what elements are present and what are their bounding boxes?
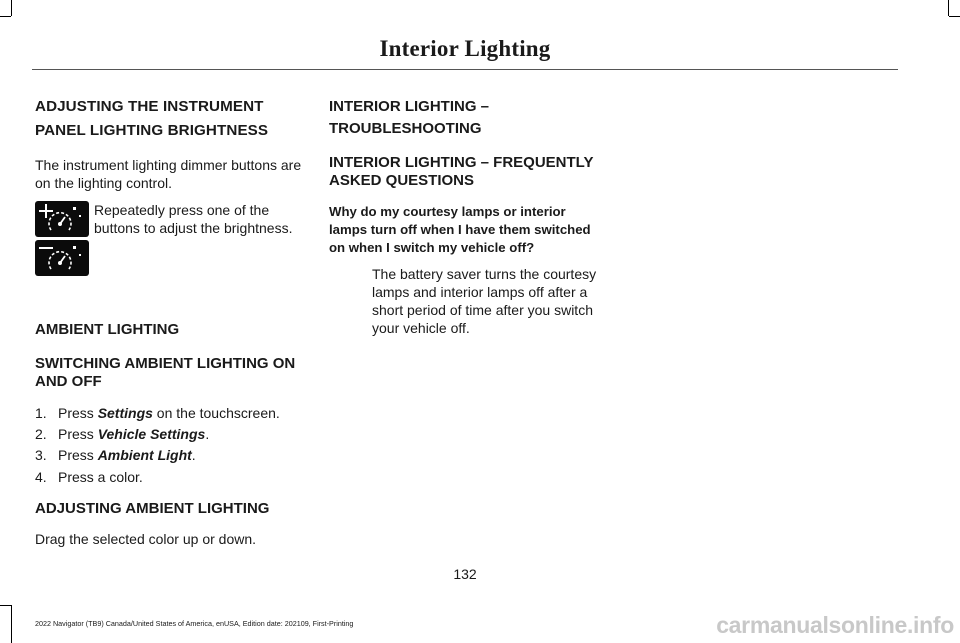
brightness-increase-icon — [35, 201, 89, 237]
brightness-intro: The instrument lighting dimmer buttons are on the lighting control. — [35, 157, 302, 191]
crop-mark-bottom-left-h — [0, 605, 11, 606]
faq-question: Why do my courtesy lamps or interior lamps turn off when I have them switched on when I switch my vehicle off? — [329, 204, 591, 255]
list-item: 4. Press a color. — [35, 468, 143, 485]
adjusting-ambient-text: Drag the selected color up or down. — [35, 530, 257, 547]
brightness-caption: Repeatedly press one of the buttons to adjust the brightness. — [94, 202, 293, 236]
footer-edition-info: 2022 Navigator (TB9) Canada/United States of America, enUSA, Edition date: 202109, First-Printing — [35, 619, 354, 628]
brightness-heading-line2: PANEL LIGHTING BRIGHTNESS — [35, 122, 269, 139]
troubleshooting-heading-line2: TROUBLESHOOTING — [329, 120, 482, 137]
crop-mark-top-left-v — [11, 0, 12, 16]
dimmer-icons-block — [35, 201, 307, 301]
ambient-steps-list — [35, 404, 307, 486]
crop-mark-top-right-v — [948, 0, 949, 16]
switching-ambient-heading: SWITCHING AMBIENT LIGHTING ON AND OFF — [35, 355, 296, 390]
left-column — [35, 96, 307, 548]
ambient-lighting-heading: AMBIENT LIGHTING — [35, 321, 180, 338]
page-header-title: Interior Lighting — [379, 36, 551, 61]
crop-mark-top-left-h — [0, 16, 11, 17]
right-column — [329, 96, 604, 337]
crop-mark-top-right-h — [949, 16, 960, 17]
faq-answer: The battery saver turns the courtesy lamps and interior lamps off after a short period of time after you switch your vehicle off. — [372, 266, 597, 336]
brightness-heading-line1: ADJUSTING THE INSTRUMENT — [35, 98, 264, 115]
adjusting-ambient-heading: ADJUSTING AMBIENT LIGHTING — [35, 499, 270, 517]
list-item: 2. Press Vehicle Settings. — [35, 426, 210, 443]
faq-heading: INTERIOR LIGHTING – FREQUENTLY ASKED QUESTIONS — [329, 154, 594, 189]
crop-mark-bottom-left-v — [11, 605, 12, 643]
page-number: 132 — [453, 566, 477, 582]
brightness-heading — [35, 96, 307, 142]
list-item: 1. Press Settings on the touchscreen. — [35, 405, 280, 421]
brightness-decrease-icon — [35, 240, 89, 276]
header-divider — [32, 69, 898, 70]
troubleshooting-heading — [329, 96, 604, 140]
watermark: carmanualsonline.info — [716, 612, 954, 638]
troubleshooting-heading-line1: INTERIOR LIGHTING – — [329, 98, 490, 115]
list-item: 3. Press Ambient Light. — [35, 447, 196, 464]
